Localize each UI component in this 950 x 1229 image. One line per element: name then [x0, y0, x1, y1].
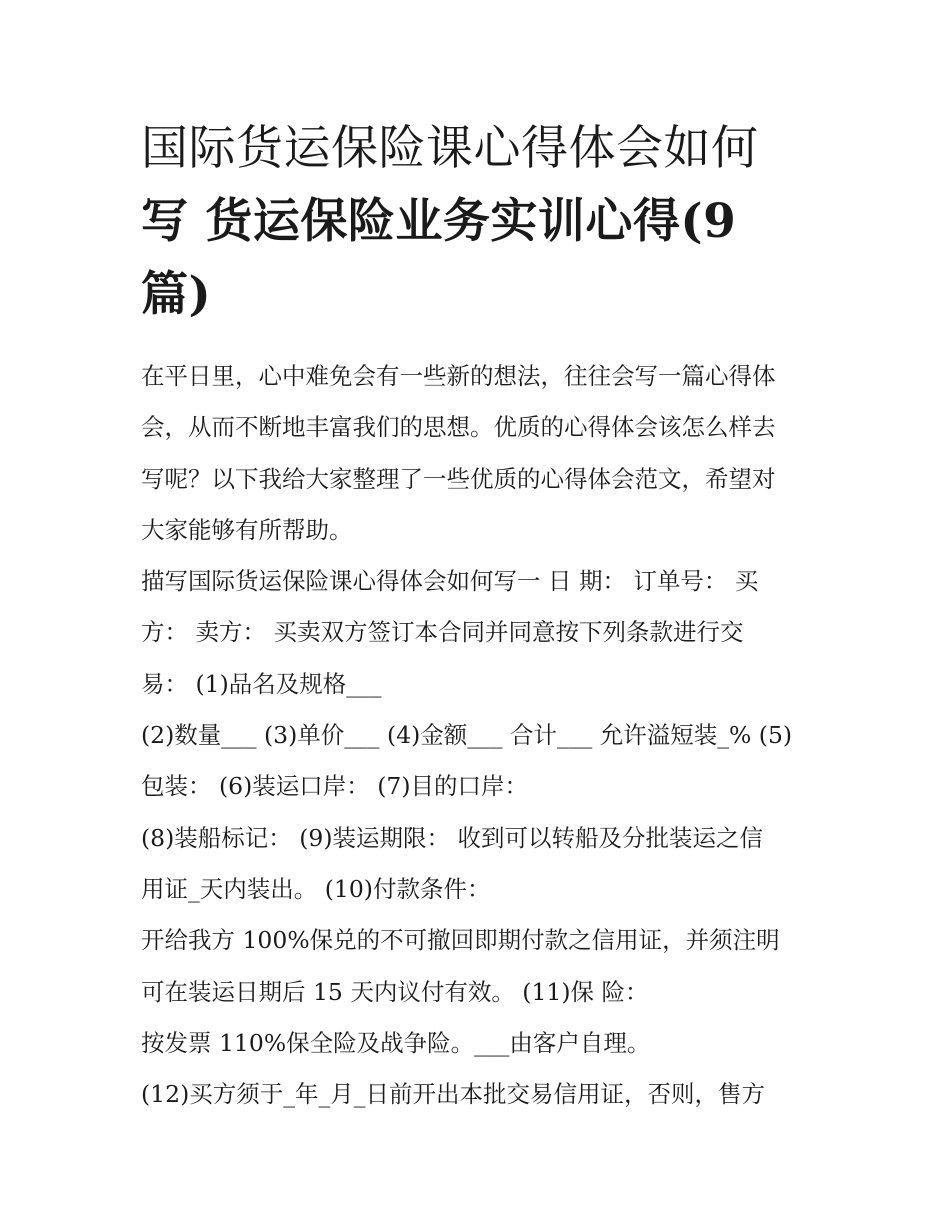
text-line: 可在装运日期后 15 天内议付有效。 (11)保 险： — [141, 977, 649, 1006]
text-line: 写呢？以下我给大家整理了一些优质的心得体会范文，希望对 — [141, 464, 776, 493]
text-line: 用证_天内装出。 (10)付款条件： — [141, 874, 491, 903]
text-line: 开给我方 100%保兑的不可撤回即期付款之信用证，并须注明 — [141, 926, 780, 955]
contract-paragraph — [141, 710, 821, 813]
text-line: (8)装船标记： (9)装运期限： 收到可以转船及分批装运之信 — [141, 823, 764, 852]
intro-paragraph — [141, 351, 821, 556]
text-line: (2)数量___ (3)单价___ (4)金额___ 合计___ 允许溢短装_% (5) — [141, 721, 793, 750]
contract-paragraph — [141, 1069, 821, 1120]
contract-paragraph — [141, 813, 821, 916]
text-line: 易： (1)品名及规格___ — [141, 669, 382, 698]
document-page — [141, 112, 821, 1120]
text-line: 大家能够有所帮助。 — [141, 515, 353, 544]
text-line: (12)买方须于_年_月_日前开出本批交易信用证，否则，售方 — [141, 1080, 765, 1109]
title-line: 写 货运保险业务实训心得(9 — [141, 194, 737, 249]
text-line: 描写国际货运保险课心得体会如何写一 日 期： 订单号： 买 — [141, 567, 759, 596]
text-line: 方： 卖方： 买卖双方签订本合同并同意按下列条款进行交 — [141, 618, 744, 647]
title-line: 国际货运保险课心得体会如何 — [141, 121, 759, 176]
contract-paragraph — [141, 915, 821, 1018]
contract-paragraph — [141, 1018, 821, 1069]
contract-paragraph — [141, 556, 821, 710]
text-line: 包装： (6)装运口岸： (7)目的口岸： — [141, 772, 529, 801]
title-line: 篇) — [141, 267, 212, 322]
document-title — [141, 112, 821, 331]
document-body — [141, 351, 821, 1120]
text-line: 在平日里，心中难免会有一些新的想法，往往会写一篇心得体 — [141, 362, 776, 390]
text-line: 按发票 110%保全险及战争险。___由客户自理。 — [141, 1028, 651, 1057]
text-line: 会，从而不断地丰富我们的思想。优质的心得体会该怎么样去 — [141, 413, 776, 442]
